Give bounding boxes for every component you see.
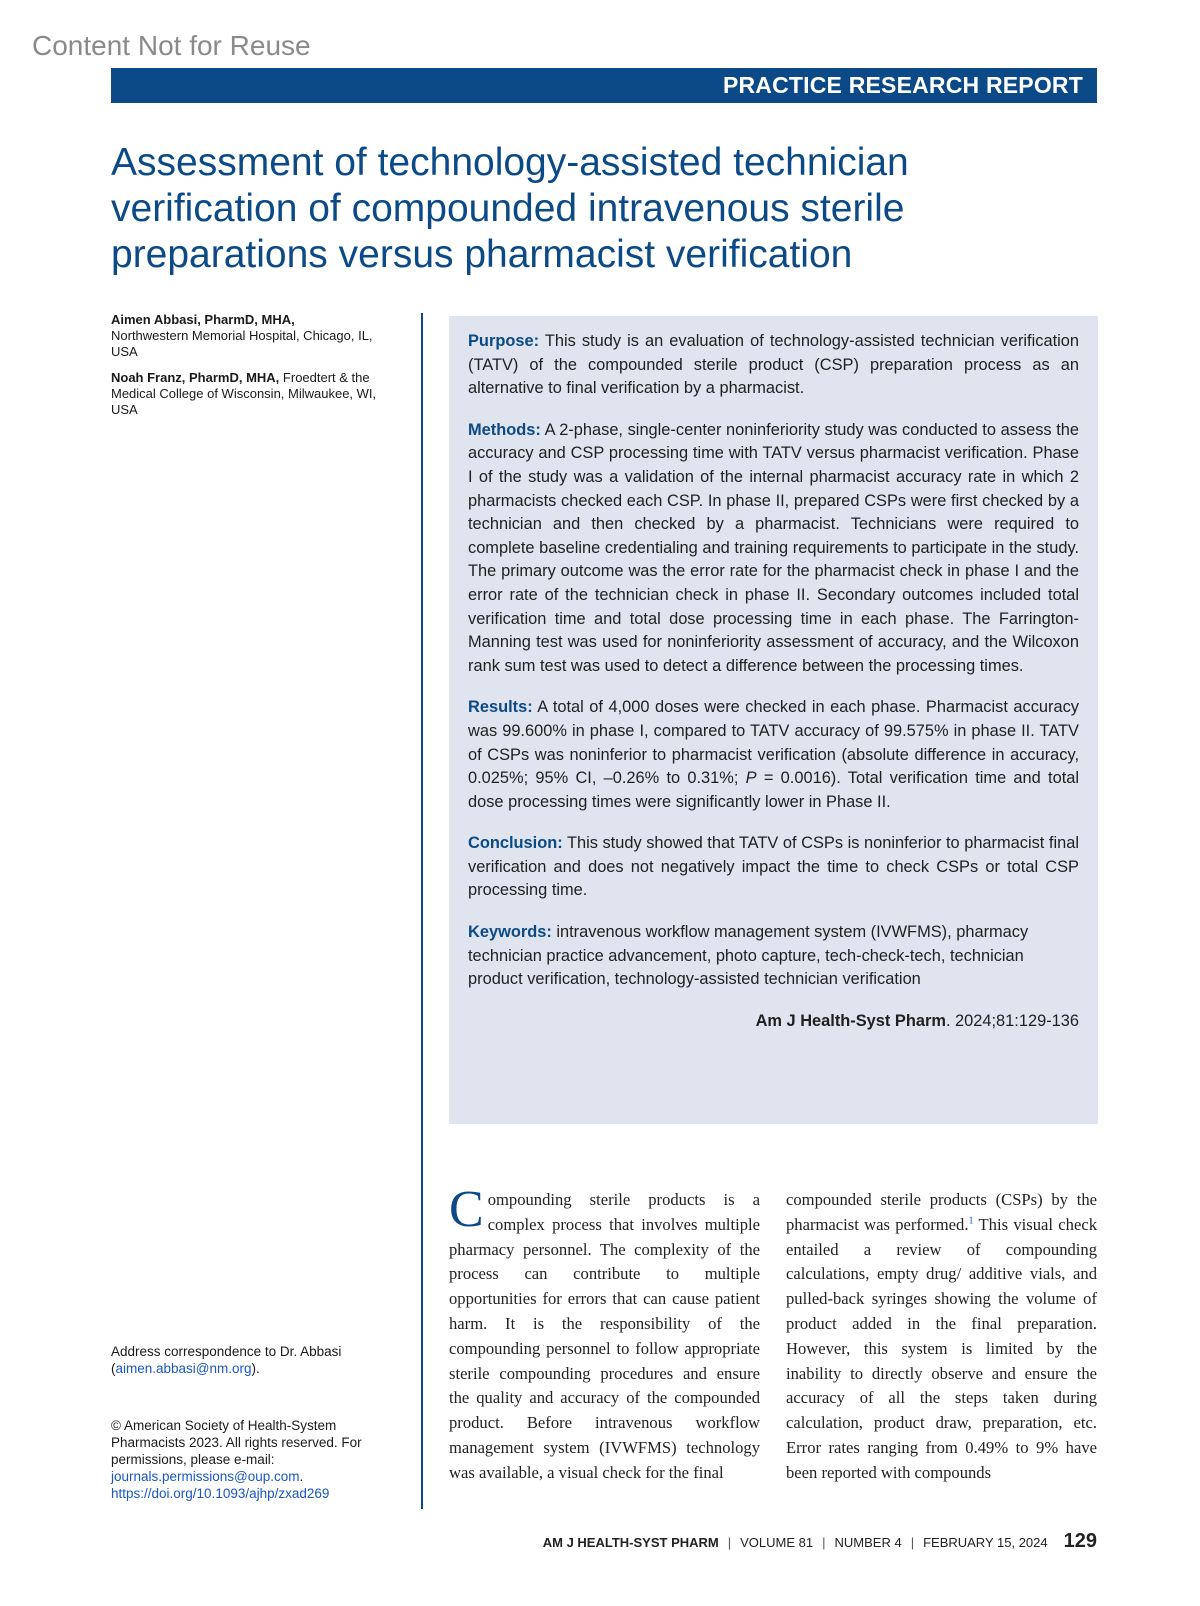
body-text-2-cont: This visual check entailed a review of compounding calculations, empty drug/ additive vials, and pulled-back syringes showing the volume of product added in the final preparation. However, this system is limited by the inability to directly observe and ensure the accuracy of all the steps taken during calculation, product draw, preparation, etc. Error rates ranging from 0.49% to 9% have been reported with compounds	[786, 1214, 1097, 1482]
purpose-text: This study is an evaluation of technology-assisted technician verification (TATV) of the compounded sterile product (CSP) preparation process as an alternative to final verification by a pharmacist.	[468, 332, 1079, 398]
body-column-1	[449, 1181, 760, 1486]
p-value-symbol: P	[745, 769, 757, 788]
conclusion-label: Conclusion:	[468, 834, 563, 853]
correspondence-close: ).	[251, 1361, 260, 1376]
article-title: Assessment of technology-assisted technician verification of compounded intravenous sterile preparations versus pharmacist verification	[111, 141, 909, 276]
author-2	[111, 370, 396, 418]
correspondence-email-link[interactable]: aimen.abbasi@nm.org	[115, 1361, 252, 1376]
footer-separator: |	[822, 1535, 826, 1550]
abstract-purpose	[468, 330, 1079, 401]
body-text-2: compounded sterile products (CSPs) by the pharmacist was performed.	[786, 1190, 1097, 1234]
abstract-methods	[468, 419, 1079, 679]
correspondence-note	[111, 1343, 401, 1377]
copyright-period: .	[299, 1469, 304, 1484]
footer-date: FEBRUARY 15, 2024	[923, 1535, 1048, 1550]
copyright-text: © American Society of Health-System Pharmacists 2023. All rights reserved. For permissions, please e-mail:	[111, 1418, 362, 1467]
methods-text: A 2-phase, single-center noninferiority study was conducted to assess the accuracy and CSP processing time with TATV versus pharmacist verification. Phase I of the study was a validation of the internal pharmacist accuracy rate in which 2 pharmacists checked each CSP. In phase II, prepared CSPs were first checked by a technician and then checked by a pharmacist. Technicians were required to complete baseline credentialing and training requirements to participate in the study. The primary outcome was the error rate for the pharmacist check in phase I and the error rate of the technician check in phase II. Secondary outcomes included total verification time and total dose processing time in each phase. The Farrington-Manning test was used for noninferiority assessment of accuracy, and the Wilcoxon rank sum test was used to detect a difference between the processing times.	[468, 420, 1080, 675]
footer-journal: AM J HEALTH-SYST PHARM	[542, 1535, 719, 1550]
abstract-keywords	[468, 921, 1079, 992]
doi-link[interactable]: https://doi.org/10.1093/ajhp/zxad269	[111, 1486, 330, 1501]
permissions-email-link[interactable]: journals.permissions@oup.com	[111, 1469, 300, 1484]
methods-label: Methods:	[468, 420, 541, 439]
keywords-label: Keywords:	[468, 923, 552, 942]
abstract-conclusion	[468, 832, 1079, 903]
keywords-text: intravenous workflow management system (IVWFMS), pharmacy technician practice advancement, photo capture, tech-check-tech, technician product verification, technology-assisted technician verification	[468, 923, 1029, 989]
citation	[468, 1010, 1079, 1034]
conclusion-text: This study showed that TATV of CSPs is noninferior to pharmacist final verification and does not negatively impact the time to check CSPs or total CSP processing time.	[468, 834, 1079, 900]
author-affiliation: Froedtert & the Medical College of Wisconsin, Milwaukee, WI, USA	[111, 370, 377, 417]
footer-separator: |	[910, 1535, 915, 1550]
results-text: A total of 4,000 doses were checked in each phase. Pharmacist accuracy was 99.600% in phase I, compared to TATV accuracy of 99.575% in phase II. TATV of CSPs was noninferior to pharmacist verification (absolute difference in accuracy, 0.025%; 95% CI, –0.26% to 0.31%;	[468, 698, 1079, 788]
abstract-results	[468, 696, 1079, 814]
body-column-2	[786, 1188, 1097, 1486]
footer-volume: VOLUME 81	[740, 1535, 814, 1550]
footer-number: NUMBER 4	[834, 1535, 902, 1550]
drop-cap: C	[449, 1181, 484, 1238]
results-label: Results:	[468, 698, 533, 717]
results-text-cont: = 0.0016). Total verification time and total dose processing times were significantly lower in Phase II.	[468, 769, 1080, 811]
footer-separator: |	[727, 1535, 732, 1550]
page-footer	[543, 1530, 1097, 1553]
body-text-1: ompounding sterile products is a complex process that involves multiple pharmacy personnel. The complexity of the process can contribute to multiple opportunities for errors that can cause patient harm. It is the responsibility of the compounding personnel to follow appropriate sterile compounding procedures and ensure the quality and accuracy of the compounded product. Before intravenous workflow management system (IVWFMS) technology was available, a visual check for the final	[449, 1190, 760, 1482]
page-number: 129	[1063, 1530, 1097, 1552]
column-divider	[421, 313, 423, 1509]
citation-journal: Am J Health-Syst Pharm	[755, 1011, 946, 1030]
author-name: Aimen Abbasi, PharmD, MHA,	[111, 312, 295, 327]
author-1	[111, 312, 396, 360]
section-banner: PRACTICE RESEARCH REPORT	[111, 68, 1097, 103]
watermark: Content Not for Reuse	[32, 30, 311, 61]
correspondence-text: Address correspondence to Dr. Abbasi (	[111, 1344, 342, 1376]
abstract-box	[449, 316, 1098, 1124]
copyright-note	[111, 1417, 406, 1502]
citation-details: . 2024;81:129-136	[945, 1011, 1079, 1030]
reference-link[interactable]: 1	[968, 1215, 974, 1227]
purpose-label: Purpose:	[468, 332, 540, 350]
author-name: Noah Franz, PharmD, MHA,	[111, 370, 280, 385]
author-affiliation: Northwestern Memorial Hospital, Chicago, IL, USA	[111, 328, 373, 359]
author-list	[111, 312, 396, 428]
